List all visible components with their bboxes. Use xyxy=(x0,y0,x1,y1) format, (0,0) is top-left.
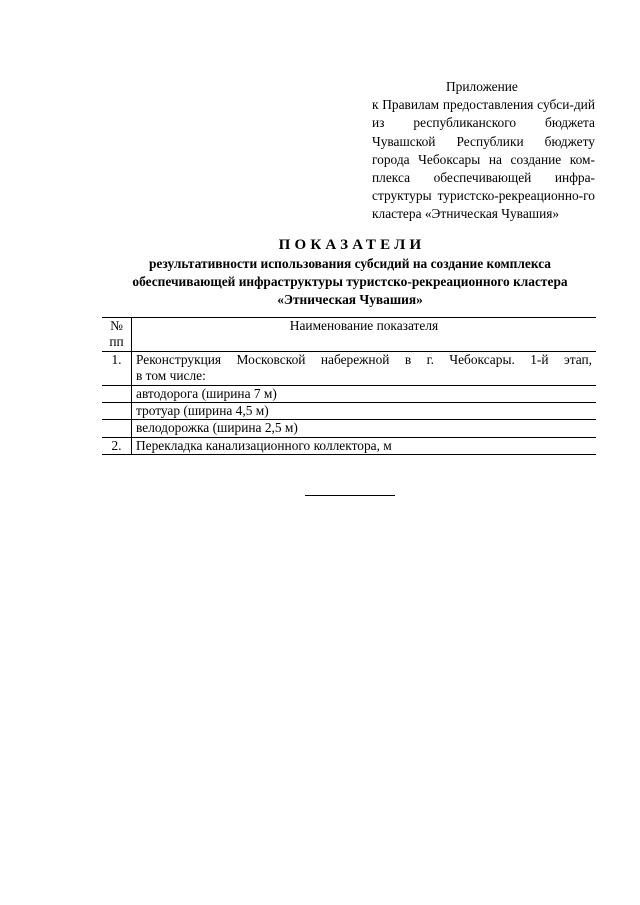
table-row xyxy=(102,351,596,385)
row-number xyxy=(102,403,132,420)
row-name xyxy=(132,351,597,385)
header-number-line2: пп xyxy=(109,334,124,350)
header-number xyxy=(102,318,132,352)
subtitle-line: «Этническая Чувашия» xyxy=(277,292,423,308)
appendix-text: к Правилам предоставления субси-дий из республиканского бюджета Чувашской Республики бюджету города Чебоксары на создание ком-плекса обеспечивающей инфра-структуры туристско-рекреационно-го кластера «Этническая Чувашия» xyxy=(372,97,595,222)
table-row xyxy=(102,403,596,420)
row-name-line2: в том числе: xyxy=(136,368,206,384)
row-name: Перекладка канализационного коллектора, м xyxy=(136,437,392,453)
title-block xyxy=(100,236,600,310)
table-header-row xyxy=(102,318,596,352)
table-row xyxy=(102,420,596,437)
document-subtitle xyxy=(100,255,600,310)
appendix-title: Приложение xyxy=(446,79,518,94)
subtitle-line: результативности использования субсидий на создание комплекса xyxy=(148,256,552,271)
header-name: Наименование показателя xyxy=(289,318,439,333)
row-name: велодорожка (ширина 2,5 м) xyxy=(136,420,298,436)
table-row xyxy=(102,385,596,402)
row-number xyxy=(102,385,132,402)
footer-divider xyxy=(305,495,395,496)
row-name: тротуар (ширина 4,5 м) xyxy=(136,403,269,419)
indicators-table xyxy=(102,317,596,455)
header-number-line1: № xyxy=(110,318,123,333)
document-title: ПОКАЗАТЕЛИ xyxy=(278,237,426,253)
row-number: 1. xyxy=(102,351,132,385)
subtitle-line: обеспечивающей инфраструктуры туристско-рекреационного кластера xyxy=(132,274,568,290)
row-number xyxy=(102,420,132,437)
row-name: автодорога (ширина 7 м) xyxy=(136,385,277,401)
row-name-line1: Реконструкция Московской набережной в г. Чебоксары. 1-й этап, xyxy=(136,351,592,367)
appendix-block xyxy=(372,78,595,224)
row-number: 2. xyxy=(102,437,132,454)
table-row xyxy=(102,437,596,454)
